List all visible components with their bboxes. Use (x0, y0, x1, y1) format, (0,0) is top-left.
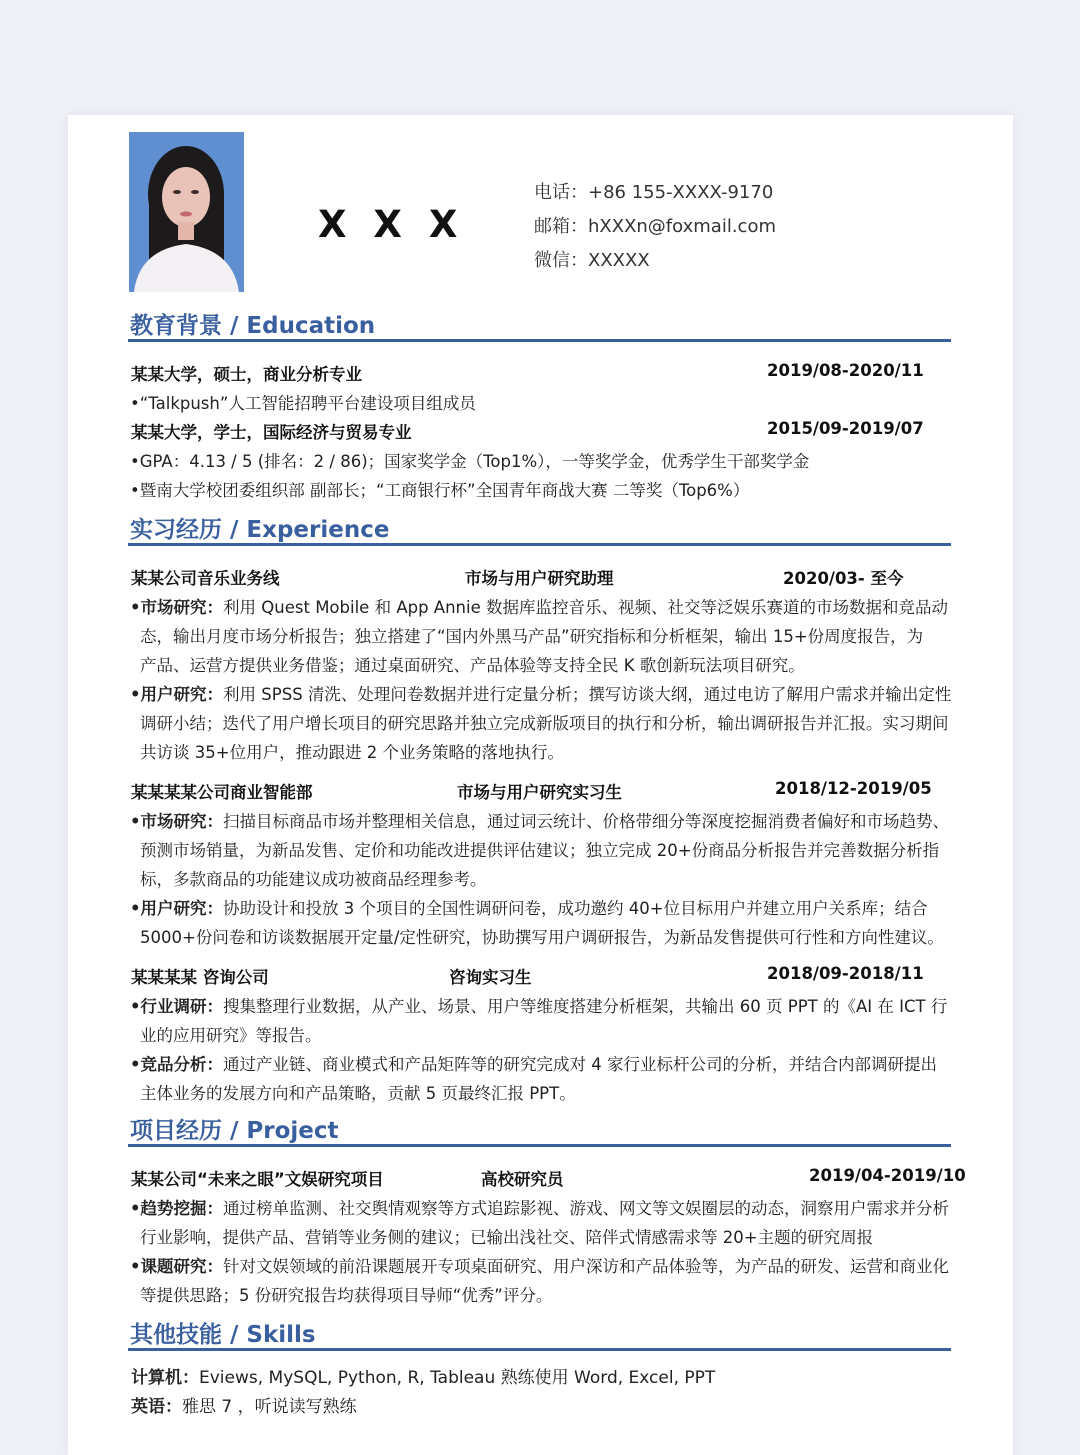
candidate-name: X X X (318, 203, 465, 246)
bullet-continuation: 主体业务的发展方向和产品策略，贡献 5 页最终汇报 PPT。 (140, 1084, 576, 1103)
email-text: 邮箱：hXXXn@foxmail.com (534, 216, 776, 237)
education-bullet: •暨南大学校团委组织部 副部长；“工商银行杯”全国青年商战大赛 二等奖（Top6%） (130, 481, 750, 500)
profile-photo (129, 132, 244, 292)
skill-label: 英语： (131, 1397, 182, 1417)
bullet-heading: •用户研究： (130, 899, 224, 918)
project-date: 2019/04-2019/10 (809, 1166, 966, 1185)
bullet-text: 协助设计和投放 3 个项目的全国性调研问卷，成功邀约 40+位目标用户并建立用户关系库；结合 (223, 899, 928, 918)
project-bullet (130, 1253, 949, 1277)
project-bullet (130, 1195, 949, 1219)
skill-label: 计算机： (131, 1368, 199, 1388)
phone-text: 电话：+86 155-XXXX-9170 (534, 182, 774, 203)
education-date-1: 2019/08-2020/11 (767, 361, 924, 380)
section-divider (128, 339, 951, 342)
section-divider (128, 1348, 951, 1351)
job-company: 某某公司音乐业务线 (131, 569, 280, 588)
job-bullet (130, 594, 948, 618)
project-role: 高校研究员 (481, 1170, 564, 1189)
job-date: 2018/09-2018/11 (767, 964, 924, 983)
education-bullet: •“Talkpush”人工智能招聘平台建设项目组成员 (130, 394, 476, 413)
job-date: 2018/12-2019/05 (775, 779, 932, 798)
bullet-heading: •市场研究： (130, 598, 224, 617)
job-bullet (130, 895, 928, 919)
person-silhouette-icon (129, 132, 244, 292)
bullet-heading: •趋势挖掘： (130, 1199, 224, 1218)
bullet-heading: •竞品分析： (130, 1055, 224, 1074)
job-role: 市场与用户研究实习生 (457, 783, 622, 802)
section-divider (128, 543, 951, 546)
bullet-heading: •行业调研： (130, 997, 224, 1016)
education-school-2: 某某大学，学士，国际经济与贸易专业 (131, 423, 412, 442)
job-bullet (130, 1051, 937, 1075)
bullet-text: 通过产业链、商业模式和产品矩阵等的研究完成对 4 家行业标杆公司的分析，并结合内部调研提出 (223, 1055, 938, 1074)
project-heading: 项目经历 / Project (130, 1118, 339, 1144)
bullet-text: 扫描目标商品市场并整理相关信息，通过词云统计、价格带细分等深度挖掘消费者偏好和市场趋势、 (223, 812, 950, 831)
bullet-continuation: 5000+份问卷和访谈数据展开定量/定性研究，协助撰写用户调研报告，为新品发售提供可行性和方向性建议。 (140, 928, 944, 947)
job-role: 市场与用户研究助理 (465, 569, 614, 588)
bullet-continuation: 行业影响，提供产品、营销等业务侧的建议；已输出浅社交、陪伴式情感需求等 20+主题的研究周报 (140, 1228, 874, 1247)
bullet-heading: •市场研究： (130, 812, 224, 831)
resume-page (68, 115, 1013, 1455)
bullet-continuation: 态，输出月度市场分析报告；独立搭建了“国内外黑马产品”研究指标和分析框架，输出 15+份周度报告，为 (140, 627, 924, 646)
job-company: 某某某某 咨询公司 (131, 968, 269, 987)
bullet-continuation: 预测市场销量，为新品发售、定价和功能改进提供评估建议；独立完成 20+份商品分析报告并完善数据分析指 (140, 841, 940, 860)
job-role: 咨询实习生 (449, 968, 532, 987)
project-name: 某某公司“未来之眼”文娱研究项目 (131, 1170, 384, 1189)
bullet-text: 针对文娱领域的前沿课题展开专项桌面研究、用户深访和产品体验等，为产品的研发、运营和商业化 (223, 1257, 950, 1276)
bullet-continuation: 调研小结；迭代了用户增长项目的研究思路并独立完成新版项目的执行和分析，输出调研报告并汇报。实习期间 (140, 714, 949, 733)
education-school-1: 某某大学，硕士，商业分析专业 (131, 365, 362, 384)
bullet-text: 搜集整理行业数据，从产业、场景、用户等维度搭建分析框架，共输出 60 页 PPT 的《AI 在 ICT 行 (223, 997, 948, 1016)
bullet-text: 利用 Quest Mobile 和 App Annie 数据库监控音乐、视频、社交等泛娱乐赛道的市场数据和竞品动 (223, 598, 948, 617)
bullet-continuation: 产品、运营方提供业务借鉴；通过桌面研究、产品体验等支持全民 K 歌创新玩法项目研究。 (140, 656, 805, 675)
education-heading: 教育背景 / Education (130, 313, 376, 339)
section-divider (128, 1144, 951, 1147)
skill-value: 雅思 7 ，听说读写熟练 (182, 1397, 357, 1417)
bullet-heading: •用户研究： (130, 685, 224, 704)
education-bullet: •GPA：4.13 / 5 (排名：2 / 86)；国家奖学金（Top1%），一等奖学金，优秀学生干部奖学金 (130, 452, 810, 471)
bullet-continuation: 共访谈 35+位用户，推动跟进 2 个业务策略的落地执行。 (140, 743, 565, 762)
skills-computer (131, 1363, 715, 1388)
job-date: 2020/03- 至今 (783, 569, 904, 588)
bullet-continuation: 等提供思路；5 份研究报告均获得项目导师“优秀”评分。 (140, 1286, 553, 1305)
job-bullet (130, 993, 947, 1017)
skills-english (131, 1392, 357, 1417)
education-date-2: 2015/09-2019/07 (767, 419, 924, 438)
bullet-text: 通过榜单监测、社交舆情观察等方式追踪影视、游戏、网文等文娱圈层的动态，洞察用户需求并分析 (223, 1199, 950, 1218)
bullet-continuation: 标，多款商品的功能建议成功被商品经理参考。 (140, 870, 487, 889)
bullet-continuation: 业的应用研究》等报告。 (140, 1026, 322, 1045)
skills-heading: 其他技能 / Skills (130, 1322, 316, 1348)
job-bullet (130, 808, 949, 832)
bullet-text: 利用 SPSS 清洗、处理问卷数据并进行定量分析；撰写访谈大纲，通过电访了解用户需求并输出定性 (223, 685, 952, 704)
bullet-heading: •课题研究： (130, 1257, 224, 1276)
job-bullet (130, 681, 951, 705)
experience-heading: 实习经历 / Experience (130, 517, 390, 543)
wechat-text: 微信：XXXXX (534, 250, 650, 271)
job-company: 某某某某公司商业智能部 (131, 783, 313, 802)
skill-value: Eviews, MySQL, Python, R, Tableau 熟练使用 Word, Excel, PPT (199, 1368, 716, 1388)
